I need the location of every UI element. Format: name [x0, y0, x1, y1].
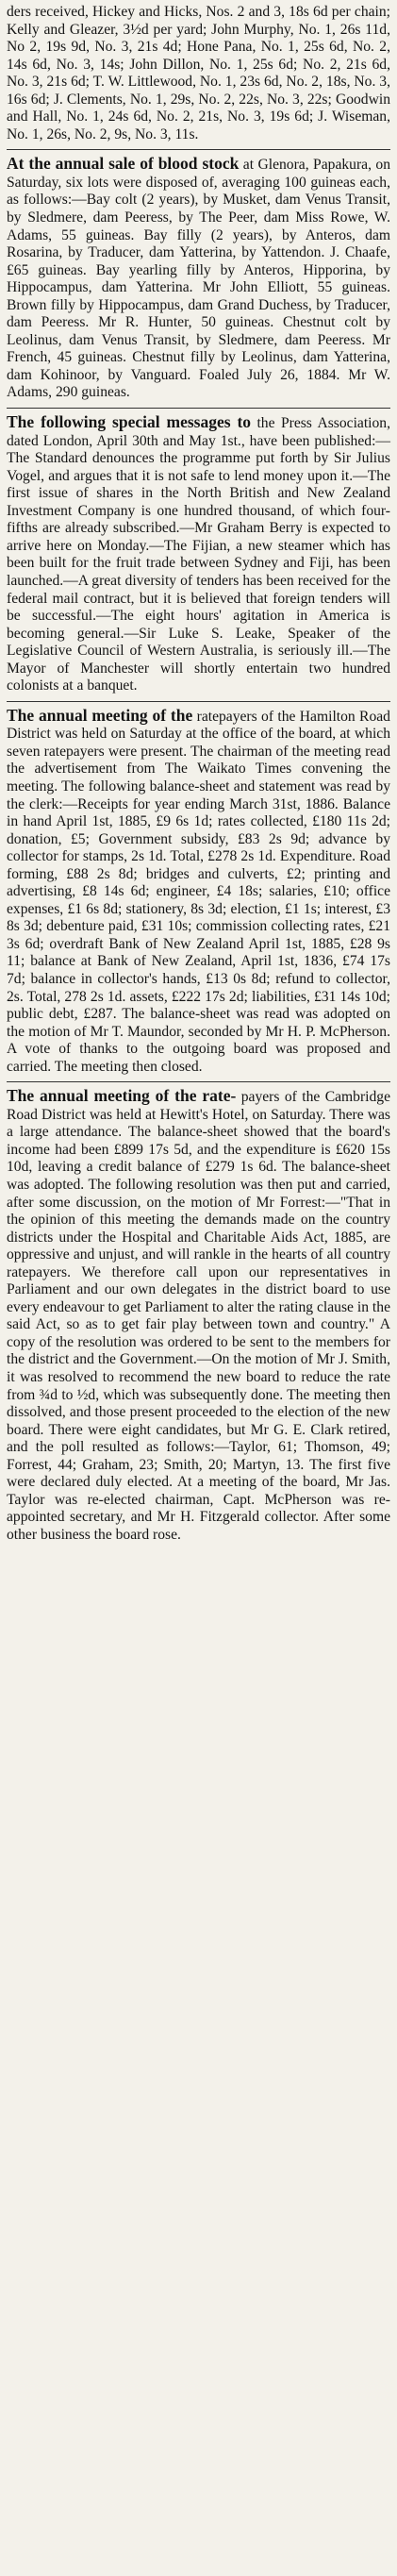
blood-stock-text: at Glenora, Papakura, on Saturday, six lots were disposed of, averaging 100 guineas each, as follows:—Bay colt (2 years), by Musket, dam Venus Transit, by Sledmere, dam Peeress, by The Peer, dam Miss Rowe, W. Adams, 55 guineas. Bay filly (2 years), by Anteros, dam Rosarina, by Traducer, dam Yatterina, by Yattendon. J. Chaafe, £65 guineas. Bay yearling filly by Anteros, Hipporina, by Hippocampus, dam Yatterina. Mr John Elliott, 55 guineas. Brown filly by Hippocampus, dam Grand Duchess, by Traducer, dam Peeress. Mr R. Hunter, 50 guineas. Chestnut colt by Leolinus, dam Venus Transit, by Sledmere, dam Peeress. Mr French, 45 guineas. Chestnut filly by Leolinus, dam Yatterina, dam Kohinoor, by Vanguard. Foaled July 26, 1884. Mr W. Adams, 290 guineas.: [7, 157, 391, 401]
blood-stock-paragraph: [7, 155, 390, 402]
tenders-text: ders received, Hickey and Hicks, Nos. 2 and 3, 18s 6d per chain; Kelly and Gleazer, 3½d per yard; John Murphy, No. 1, 26s 11d, No 2, 19s 9d, No. 3, 21s 4d; Hone Pana, No. 1, 25s 6d, No. 2, 14s 6d, No. 3, 14s; John Dillon, No. 1, 25s 6d; No. 2, 21s 6d, No. 3, 21s 6d; T. W. Littlewood, No. 1, 23s 6d, No. 2, 18s, No. 3, 16s 6d; J. Clements, No. 1, 29s, No. 2, 22s, No. 3, 22s; Goodwin and Hall, No. 1, 24s 6d, No. 2, 21s, No. 3, 19s 6d; J. Wiseman, No. 1, 26s, No. 2, 9s, No. 3, 11s.: [7, 4, 390, 142]
special-messages-lead: The following special messages to: [7, 412, 252, 432]
cambridge-meeting-lead: The annual meeting of the rate-: [7, 1086, 237, 1106]
hamilton-meeting-paragraph: [7, 707, 390, 1076]
special-messages-text: the Press Association, dated London, April 30th and May 1st., have been published:—The Standard denounces the programme put forth by Sir Julius Vogel, and argues that it is not safe to lend money upon it.—The first issue of shares in the North British and New Zealand Investment Company is one hundred thousand, of which four-fifths are already subscribed.—Mr Graham Berry is expected to arrive here on Monday.—The Fijian, a new steamer which has been built for the fruit trade between Sydney and Fiji, has been launched.—A great diversity of tenders has been received for the federal mail contract, but it is believed that foreign tenders will be successful.—The eight hours' agitation in America is becoming general.—Sir Luke S. Leake, Speaker of the Legislative Council of Western Australia, is seriously ill.—The Mayor of Manchester will shortly entertain two hundred colonists at a banquet.: [7, 415, 390, 694]
column-rule: [7, 701, 390, 702]
column-rule: [7, 1081, 390, 1082]
hamilton-meeting-text: ratepayers of the Hamilton Road District was held on Saturday at the office of the board, at which seven ratepayers were present. The chairman of the meeting read the advertisement from The Waikato Times convening the meeting. The following balance-sheet and statement was read by the clerk:—Receipts for year ending March 31st, 1886. Balance in hand April 1st, 1885, £9 6s 1d; rates collected, £180 11s 2d; donation, £5; Government subsidy, £83 2s 9d; advance by collector for stamps, 2s 1d. Total, £278 2s 1d. Expenditure. Road forming, £88 2s 8d; bridges and culverts, £2; printing and advertising, £8 14s 6d; engineer, £4 18s; salaries, £10; office expenses, £1 6s 8d; stationery, 8s 3d; election, £1 1s; interest, £3 8s 3d; debenture paid, £31 10s; commission collecting rates, £21 3s 6d; overdraft Bank of New Zealand April 1st, 1885, £28 9s 11; balance at Bank of New Zealand, April 1st, 1836, £74 17s 7d; balance in collector's hands, £13 0s 8d; refund to collector, 2s. Total, 278 2s 1d. assets, £222 17s 2d; liabilities, £31 14s 10d; public debt, £287. The balance-sheet was read was adopted on the motion of Mr T. Maundor, seconded by Mr H. P. McPherson. A vote of thanks to the outgoing board was proposed and carried. The meeting then closed.: [7, 708, 390, 1075]
special-messages-paragraph: [7, 413, 390, 695]
cambridge-meeting-text: payers of the Cambridge Road District was held at Hewitt's Hotel, on Saturday. There was a large attendance. The balance-sheet showed that the board's income had been £899 17s 5d, and the expenditure is £620 15s 10d, leaving a credit balance of £279 1s 6d. The balance-sheet was adopted. The following resolution was then put and carried, after some discussion, on the motion of Mr Forrest:—"That in the opinion of this meeting the demands made on the country districts under the Hospital and Charitable Aids Act, 1885, are oppressive and unjust, and will rankle in the hearts of all country ratepayers. We therefore call upon our representatives in Parliament and our own delegates in the district board to use every endeavour to get Parliament to alter the rating clause in the said Act, so as to get fair play between town and country." A copy of the resolution was ordered to be sent to the members for the district and the Government.—On the motion of Mr J. Smith, it was resolved to recommend the new board to reduce the rate from ¾d to ½d, which was subsequently done. The meeting then dissolved, and those present proceeded to the election of the new board. There were eight candidates, but Mr G. E. Clark retired, and the poll resulted as follows:—Taylor, 61; Thomson, 49; Forrest, 44; Graham, 23; Smith, 20; Martyn, 13. The first five were declared duly elected. At a meeting of the board, Mr Jas. Taylor was re-elected chairman, Capt. McPherson was re-appointed secretary, and Mr H. Fitzgerald collector. After some other business the board rose.: [7, 1089, 390, 1543]
blood-stock-lead: At the annual sale of blood stock: [7, 154, 240, 174]
cambridge-meeting-paragraph: [7, 1087, 390, 1544]
tenders-paragraph: [7, 4, 390, 143]
column-rule: [7, 149, 390, 150]
column-rule: [7, 408, 390, 409]
hamilton-meeting-lead: The annual meeting of the: [7, 705, 193, 725]
